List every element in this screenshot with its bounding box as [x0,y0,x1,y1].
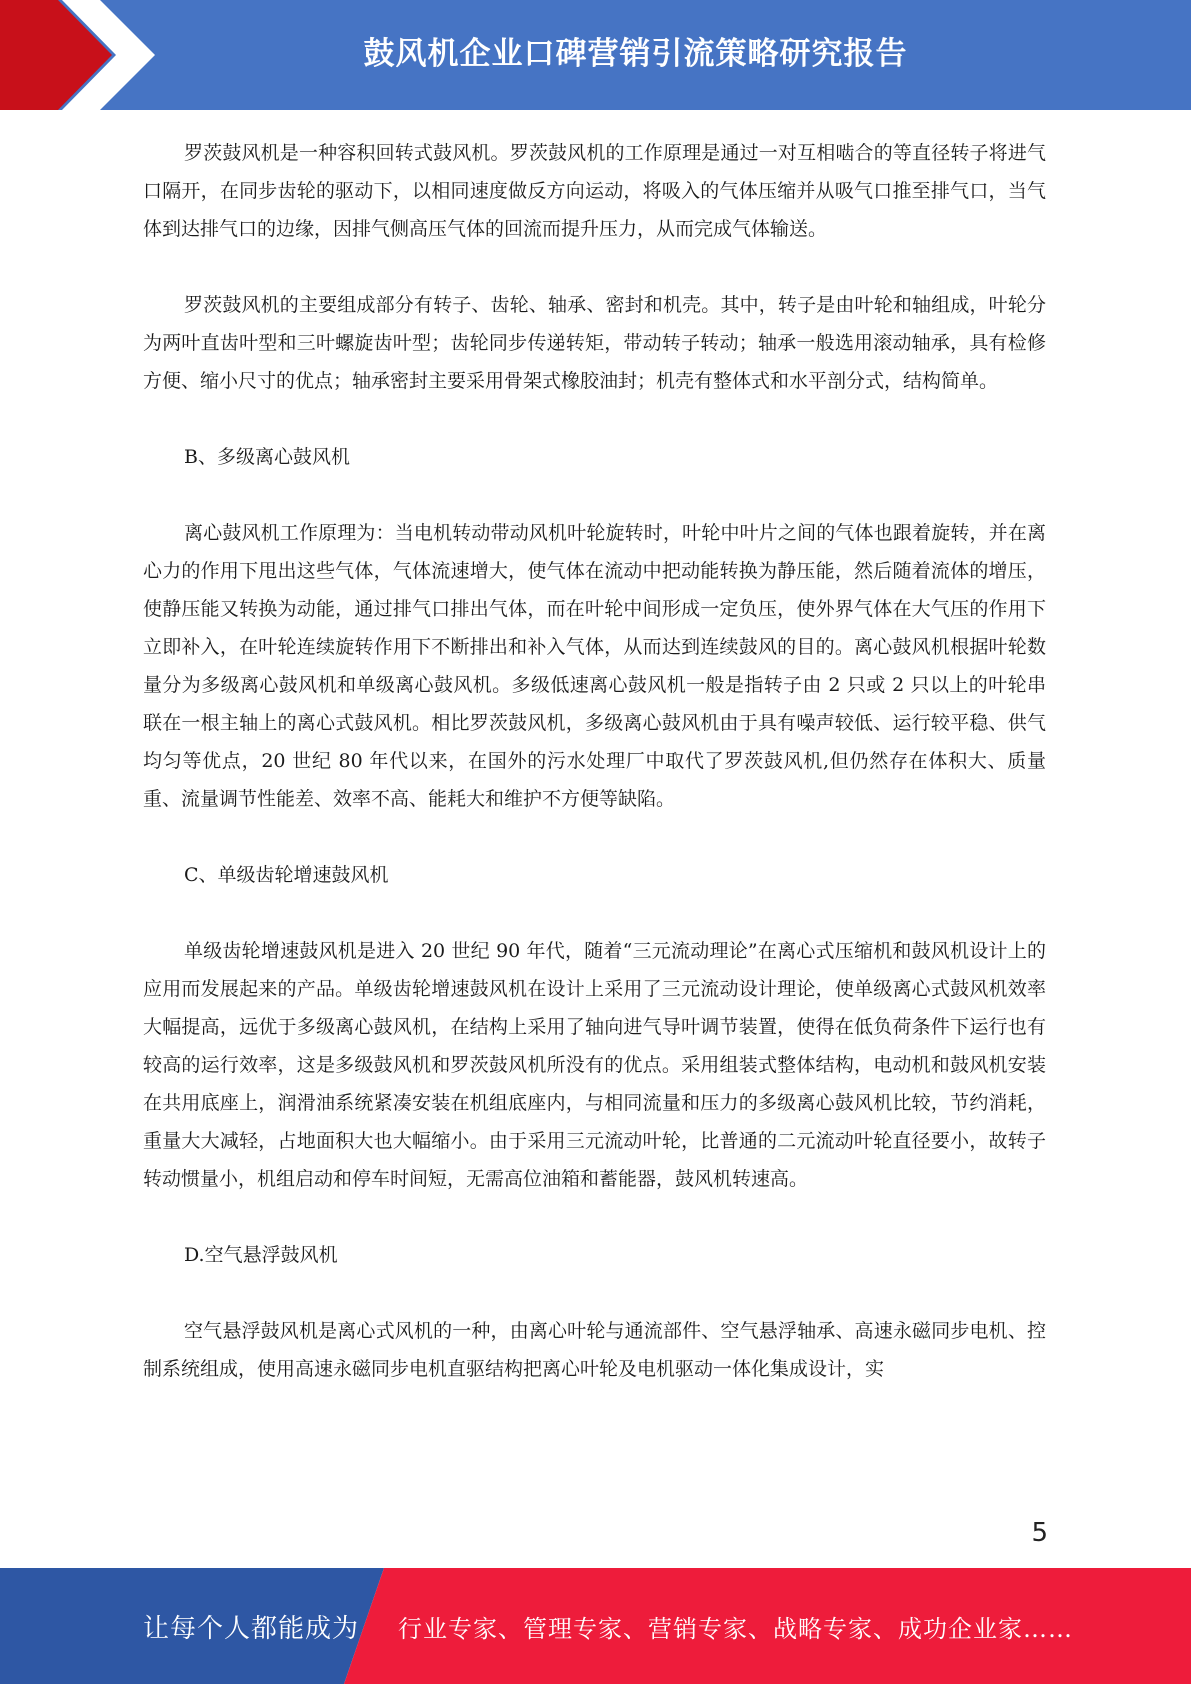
report-title: 鼓风机企业口碑营销引流策略研究报告 [363,35,908,72]
paragraph-roots-principle: 罗茨鼓风机是一种容积回转式鼓风机。罗茨鼓风机的工作原理是通过一对互相啮合的等直径转子将进气口隔开，在同步齿轮的驱动下，以相同速度做反方向运动，将吸入的气体压缩并从吸气口推至排气口，当气体到达排气口的边缘，因排气侧高压气体的回流而提升压力，从而完成气体输送。 [143,142,1046,240]
page-header [0,0,1191,110]
section-heading-c: C、单级齿轮增速鼓风机 [184,864,389,886]
page-number: 5 [1031,1518,1048,1548]
footer-slogan-left: 让每个人都能成为 [143,1613,360,1644]
page-body [143,134,1046,1426]
page-footer [0,1568,1191,1684]
paragraph-air-suspension: 空气悬浮鼓风机是离心式风机的一种，由离心叶轮与通流部件、空气悬浮轴承、高速永磁同步电机、控制系统组成，使用高速永磁同步电机直驱结构把离心叶轮及电机驱动一体化集成设计，实 [143,1320,1046,1380]
section-heading-b: B、多级离心鼓风机 [184,446,350,468]
paragraph-roots-components: 罗茨鼓风机的主要组成部分有转子、齿轮、轴承、密封和机壳。其中，转子是由叶轮和轴组成，叶轮分为两叶直齿叶型和三叶螺旋齿叶型；齿轮同步传递转矩，带动转子转动；轴承一般选用滚动轴承，具有检修方便、缩小尺寸的优点；轴承密封主要采用骨架式橡胶油封；机壳有整体式和水平剖分式，结构简单。 [143,294,1046,392]
paragraph-single-stage-gear: 单级齿轮增速鼓风机是进入 20 世纪 90 年代，随着“三元流动理论”在离心式压缩机和鼓风机设计上的应用而发展起来的产品。单级齿轮增速鼓风机在设计上采用了三元流动设计理论，使单级离心式鼓风机效率大幅提高，远优于多级离心鼓风机，在结构上采用了轴向进气导叶调节装置，使得在低负荷条件下运行也有较高的运行效率，这是多级鼓风机和罗茨鼓风机所没有的优点。采用组装式整体结构，电动机和鼓风机安装在共用底座上，润滑油系统紧凑安装在机组底座内，与相同流量和压力的多级离心鼓风机比较，节约消耗，重量大大减轻，占地面积大也大幅缩小。由于采用三元流动叶轮，比普通的二元流动叶轮直径要小，故转子转动惯量小，机组启动和停车时间短，无需高位油箱和蓄能器，鼓风机转速高。 [143,940,1046,1190]
paragraph-multistage-centrifugal: 离心鼓风机工作原理为：当电机转动带动风机叶轮旋转时，叶轮中叶片之间的气体也跟着旋转，并在离心力的作用下甩出这些气体，气体流速增大，使气体在流动中把动能转换为静压能，然后随着流体的增压，使静压能又转换为动能，通过排气口排出气体，而在叶轮中间形成一定负压，使外界气体在大气压的作用下立即补入，在叶轮连续旋转作用下不断排出和补入气体，从而达到连续鼓风的目的。离心鼓风机根据叶轮数量分为多级离心鼓风机和单级离心鼓风机。多级低速离心鼓风机一般是指转子由 2 只或 2 只以上的叶轮串联在一根主轴上的离心式鼓风机。相比罗茨鼓风机，多级离心鼓风机由于具有噪声较低、运行较平稳、供气均匀等优点，20 世纪 80 年代以来，在国外的污水处理厂中取代了罗茨鼓风机,但仍然存在体积大、质量重、流量调节性能差、效率不高、能耗大和维护不方便等缺陷。 [143,522,1046,810]
section-heading-d: D.空气悬浮鼓风机 [184,1244,338,1266]
footer-slogan-right: 行业专家、管理专家、营销专家、战略专家、成功企业家…… [398,1614,1073,1643]
